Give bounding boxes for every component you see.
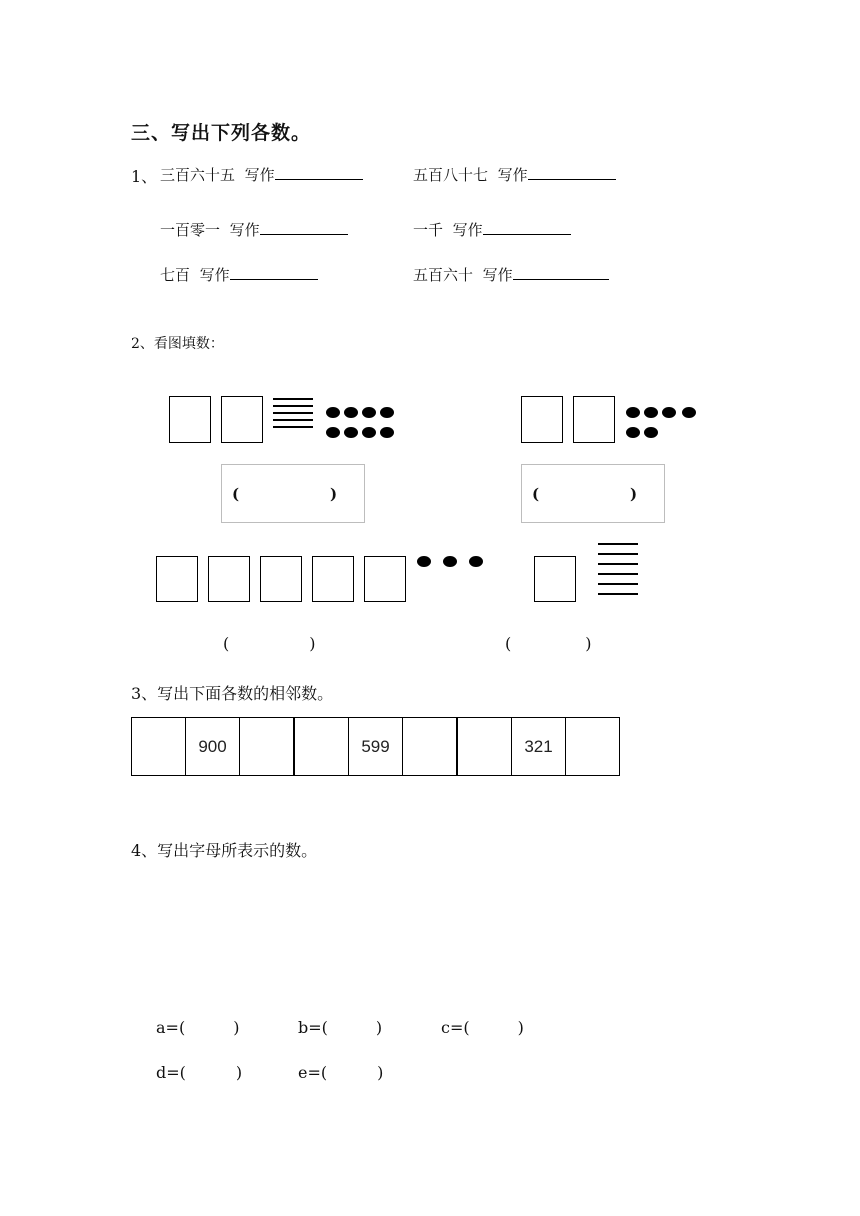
one-dot (380, 407, 394, 418)
one-dot (344, 407, 358, 418)
q1-number: 1、 (131, 167, 158, 186)
answer-blank[interactable] (528, 165, 616, 180)
given-number: 599 (349, 718, 403, 776)
paren-close: ) (517, 1018, 524, 1037)
q1-item-write: 写作 (452, 221, 483, 239)
answer-cell[interactable] (566, 718, 620, 776)
answer-cell[interactable] (294, 718, 349, 776)
one-dot (362, 407, 376, 418)
paren-close: ) (630, 485, 638, 503)
answer-c[interactable] (441, 1018, 524, 1037)
q1-item-1 (160, 164, 363, 185)
answer-cell[interactable] (403, 718, 458, 776)
answer-paren-d[interactable] (505, 634, 592, 653)
given-number: 900 (186, 718, 240, 776)
section-title: 三、写出下列各数。 (131, 122, 312, 144)
paren-close: ) (330, 485, 338, 503)
answer-d[interactable] (156, 1063, 242, 1082)
paren-close: ) (375, 1018, 383, 1037)
q1-item-write: 写作 (497, 166, 528, 184)
q1-item-write: 写作 (482, 266, 513, 284)
one-dot (344, 427, 358, 438)
q1-item-text: 一千 (413, 221, 444, 239)
one-dot (417, 556, 431, 567)
answer-blank[interactable] (230, 265, 318, 280)
answer-label: e=( (298, 1063, 328, 1082)
answer-cell[interactable] (457, 718, 512, 776)
answer-a[interactable] (156, 1018, 239, 1037)
hundred-square (573, 396, 615, 443)
hundred-square (156, 556, 198, 602)
hundred-square (521, 396, 563, 443)
answer-label: d=( (156, 1063, 186, 1082)
q1-item-3 (160, 219, 348, 240)
answer-cell[interactable] (240, 718, 295, 776)
q1-item-text: 五百六十 (413, 266, 474, 284)
q1-item-text: 七百 (160, 266, 191, 284)
q3-title: 3、写出下面各数的相邻数。 (131, 684, 334, 703)
hundred-square (221, 396, 263, 443)
hundred-square (534, 556, 576, 602)
q1-item-write: 写作 (229, 221, 260, 239)
one-dot (644, 407, 658, 418)
answer-label: b=( (298, 1018, 328, 1037)
q1-item-5 (160, 264, 318, 285)
answer-box-a[interactable] (221, 464, 365, 523)
one-dot (626, 407, 640, 418)
hundred-square (312, 556, 354, 602)
q1-item-text: 三百六十五 (160, 166, 236, 184)
one-dot (469, 556, 483, 567)
paren-close: ) (585, 634, 592, 653)
paren-open: ( (232, 485, 240, 503)
answer-paren-c[interactable] (223, 634, 316, 653)
q1-item-text: 一百零一 (160, 221, 221, 239)
answer-blank[interactable] (513, 265, 609, 280)
q1-item-write: 写作 (244, 166, 275, 184)
answer-label: a=( (156, 1018, 186, 1037)
answer-blank[interactable] (483, 220, 571, 235)
answer-blank[interactable] (260, 220, 348, 235)
neighbor-number-table (131, 717, 620, 776)
hundred-square (169, 396, 211, 443)
q1-item-6 (413, 264, 609, 285)
one-dot (626, 427, 640, 438)
q2-title: 2、看图填数： (131, 336, 224, 352)
hundred-square (260, 556, 302, 602)
q1-item-2 (413, 164, 616, 185)
paren-open: ( (532, 485, 540, 503)
answer-b[interactable] (298, 1018, 382, 1037)
answer-e[interactable] (298, 1063, 383, 1082)
answer-box-b[interactable] (521, 464, 665, 523)
given-number: 321 (512, 718, 566, 776)
paren-open: ( (223, 634, 230, 653)
one-dot (362, 427, 376, 438)
paren-close: ) (233, 1018, 240, 1037)
one-dot (662, 407, 676, 418)
one-dot (682, 407, 696, 418)
one-dot (443, 556, 457, 567)
paren-close: ) (235, 1063, 243, 1082)
answer-label: c=( (441, 1018, 470, 1037)
one-dot (326, 427, 340, 438)
q1-item-write: 写作 (199, 266, 230, 284)
paren-close: ) (377, 1063, 384, 1082)
answer-blank[interactable] (275, 165, 363, 180)
ten-lines (598, 543, 638, 603)
hundred-square (364, 556, 406, 602)
q1-item-text: 五百八十七 (413, 166, 489, 184)
ten-lines (273, 398, 313, 433)
one-dot (380, 427, 394, 438)
q4-title: 4、写出字母所表示的数。 (131, 841, 318, 860)
hundred-square (208, 556, 250, 602)
paren-close: ) (309, 634, 316, 653)
paren-open: ( (505, 634, 512, 653)
answer-cell[interactable] (132, 718, 186, 776)
q1-item-4 (413, 219, 571, 240)
one-dot (644, 427, 658, 438)
one-dot (326, 407, 340, 418)
